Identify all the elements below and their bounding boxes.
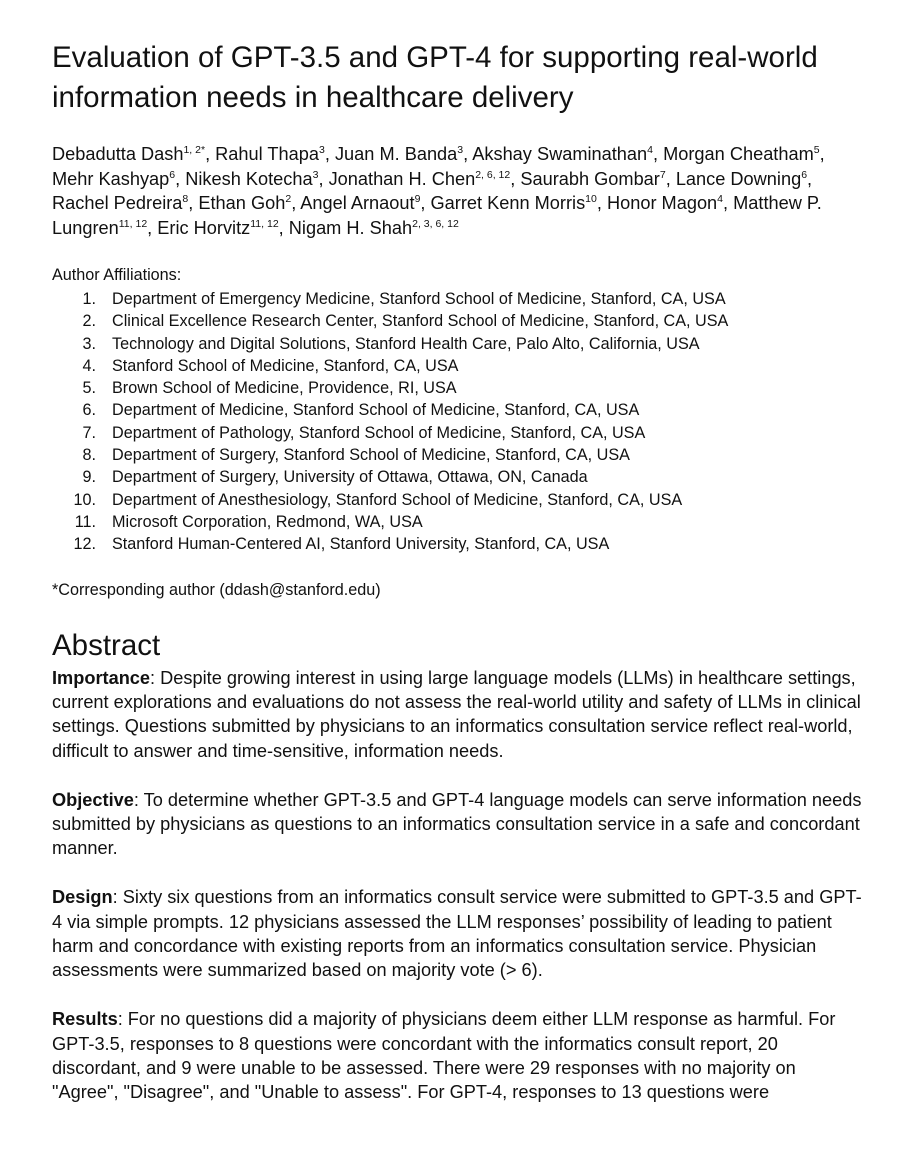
author-affiliation-marker: 4 xyxy=(647,144,653,156)
author-affiliation-marker: 5 xyxy=(813,144,820,156)
affiliation-number: 2. xyxy=(82,312,96,331)
author-entry xyxy=(289,218,459,238)
affiliation-number: 9. xyxy=(82,468,96,487)
affiliation-number: 6. xyxy=(82,401,96,420)
objective-text: : To determine whether GPT-3.5 and GPT-4 language models can serve information needs submitted by physicians as questions to an informatics consultation service in a safe and concordant manner. xyxy=(52,789,862,859)
affiliation-item xyxy=(52,489,862,511)
results-label: Results xyxy=(52,1009,118,1030)
author-entry xyxy=(198,193,291,213)
author-name: Honor Magon xyxy=(606,193,718,213)
affiliations-list xyxy=(52,288,862,556)
author-affiliation-marker: 8 xyxy=(182,193,189,205)
author-entry xyxy=(431,193,597,213)
abstract-importance xyxy=(52,666,862,764)
author-affiliation-marker: 11, 12 xyxy=(118,217,148,230)
abstract-objective xyxy=(52,788,862,861)
author-name: Morgan Cheatham xyxy=(663,144,814,164)
affiliation-item xyxy=(52,288,862,310)
affiliation-text: Department of Pathology, Stanford School of Medicine, Stanford, CA, USA xyxy=(112,423,646,442)
affiliation-number: 4. xyxy=(82,356,96,375)
abstract-design xyxy=(52,885,862,983)
affiliation-text: Department of Surgery, Stanford School of Medicine, Stanford, CA, USA xyxy=(112,446,630,465)
affiliation-number: 12. xyxy=(73,535,96,554)
paper-title xyxy=(52,38,862,118)
author-name: Matthew P. Lungren xyxy=(52,193,822,238)
author-entry xyxy=(300,193,420,213)
affiliation-text: Department of Surgery, University of Ottawa, Ottawa, ON, Canada xyxy=(112,468,588,487)
author-entry xyxy=(52,193,188,213)
author-name: Akshay Swaminathan xyxy=(472,144,648,164)
author-name: Debadutta Dash xyxy=(52,144,184,164)
author-affiliation-marker: 3 xyxy=(319,144,325,156)
author-affiliation-marker: 3 xyxy=(457,144,464,156)
author-affiliation-marker: 9 xyxy=(414,193,421,205)
author-list: Debadutta Dash$^{1, 2*}$, Rahul Thapa$^3$, Juan M. Banda$^3$, Akshay Swaminathan$^4$, Morgan Cheatham$^5$, Mehr Kashyap$^6$, Nikesh Kotecha$^3$, Jonathan H. Chen$^{2, 6, 12}$, Saurabh Gombar$^7$, Lance Downing$^6$, Rachel Pedreira$^8$, Ethan Goh$^2$, Angel Arnaout$^9$, Garret Kenn Morris$^{10}$, Honor Magon$^4$, Matthew P. Lungren$^{11, 12}$, Eric Horvitz$^{11, 12}$, Nigam H. Shah$^{2, 3, 6, 12}$ xyxy=(52,144,825,238)
abstract-heading: Abstract xyxy=(52,628,161,662)
author-name: Jonathan H. Chen xyxy=(328,168,476,189)
importance-label: Importance xyxy=(52,667,151,688)
corresponding-author: *Corresponding author (ddash@stanford.edu) xyxy=(52,580,381,599)
author-entry xyxy=(157,218,278,238)
author-affiliation-marker: 2, 3, 6, 12 xyxy=(412,217,459,230)
affiliation-number: 7. xyxy=(82,423,96,442)
results-text: : For no questions did a majority of physicians deem either LLM response as harmful. For GPT-3.5, responses to 8 questions were concordant with the informatics consult report, 20 discordant, and 9 were unable to be assessed. There were 29 responses with no majority on "Agree", "Disagree", and "Unable to assess". For GPT-4, responses to 13 questions were xyxy=(52,1009,836,1103)
affiliation-text: Stanford Human-Centered AI, Stanford University, Stanford, CA, USA xyxy=(112,535,610,554)
author-entry xyxy=(185,169,318,189)
affiliation-text: Department of Medicine, Stanford School of Medicine, Stanford, CA, USA xyxy=(112,401,640,420)
author-affiliation-marker: 2 xyxy=(285,193,292,205)
author-affiliation-marker: 2, 6, 12 xyxy=(475,168,511,181)
author-entry xyxy=(52,169,175,189)
affiliation-text: Department of Emergency Medicine, Stanford School of Medicine, Stanford, CA, USA xyxy=(112,290,726,308)
affiliation-number: 3. xyxy=(82,334,96,353)
affiliation-item xyxy=(52,422,862,444)
author-entry xyxy=(520,169,665,189)
title-line-1: Evaluation of GPT-3.5 and GPT-4 for supporting real-world xyxy=(52,41,818,74)
author-entry xyxy=(676,169,807,189)
affiliation-item xyxy=(52,377,862,399)
affiliations-heading: Author Affiliations: xyxy=(52,266,182,284)
affiliation-item xyxy=(52,444,862,466)
author-affiliation-marker: 10 xyxy=(585,193,597,205)
affiliation-text: Brown School of Medicine, Providence, RI, USA xyxy=(112,379,457,398)
abstract-results xyxy=(52,1007,862,1105)
author-affiliation-marker: 11, 12 xyxy=(250,217,279,230)
author-affiliation-marker: 4 xyxy=(717,193,724,205)
affiliation-number: 11. xyxy=(74,512,96,531)
author-name: Eric Horvitz xyxy=(157,217,251,238)
affiliation-item xyxy=(52,466,862,488)
author-name: Nigam H. Shah xyxy=(288,217,413,238)
affiliation-number: 10. xyxy=(73,490,96,509)
author-name: Mehr Kashyap xyxy=(52,168,170,189)
author-affiliation-marker: 7 xyxy=(659,168,666,181)
affiliation-number: 8. xyxy=(82,446,96,465)
affiliation-text: Clinical Excellence Research Center, Stanford School of Medicine, Stanford, CA, USA xyxy=(112,312,729,331)
abstract-body xyxy=(52,666,862,1105)
affiliation-text: Stanford School of Medicine, Stanford, CA, USA xyxy=(112,356,459,375)
author-entry xyxy=(215,144,325,164)
affiliation-item xyxy=(52,533,862,555)
affiliation-item xyxy=(52,511,862,533)
author-name: Nikesh Kotecha xyxy=(185,168,313,189)
affiliation-text: Department of Anesthesiology, Stanford School of Medicine, Stanford, CA, USA xyxy=(112,490,683,509)
author-entry xyxy=(472,144,653,164)
objective-label: Objective xyxy=(52,789,134,810)
title-line-2: information needs in healthcare delivery xyxy=(52,81,574,114)
paper-page xyxy=(52,38,862,1129)
author-name: Rachel Pedreira xyxy=(52,193,183,213)
affiliation-text: Microsoft Corporation, Redmond, WA, USA xyxy=(112,512,423,531)
design-text: : Sixty six questions from an informatics consult service were submitted to GPT-3.5 and GPT-4 via simple prompts. 12 physicians assessed the LLM responses’ possibility of leading to patient harm and concordance with existing reports from an informatics consultation service. Physician assessments were summarized based on majority vote (> 6). xyxy=(52,887,862,981)
author-name: Juan M. Banda xyxy=(334,144,458,164)
affiliation-text: Technology and Digital Solutions, Stanford Health Care, Palo Alto, California, USA xyxy=(112,334,700,353)
author-entry xyxy=(663,144,819,164)
author-entry xyxy=(335,144,463,164)
author-name: Lance Downing xyxy=(675,168,802,189)
author-name: Garret Kenn Morris xyxy=(430,193,586,213)
author-name: Ethan Goh xyxy=(198,193,286,213)
affiliation-number: 5. xyxy=(82,379,96,398)
author-entry xyxy=(329,169,511,189)
author-name: Angel Arnaout xyxy=(300,193,415,213)
design-label: Design xyxy=(52,887,113,908)
affiliation-item xyxy=(52,333,862,355)
affiliation-item xyxy=(52,310,862,332)
importance-text: : Despite growing interest in using large language models (LLMs) in healthcare settings, current explorations and evaluations do not assess the real-world utility and safety of LLMs in clinical settings. Questions submitted by physicians to an informatics consultation service reflect real-world, difficult to answer and time-sensitive, information needs. xyxy=(52,667,861,761)
affiliation-number: 1. xyxy=(82,290,96,308)
author-affiliation-marker: 3 xyxy=(312,168,319,181)
author-entry xyxy=(607,193,723,213)
author-affiliation-marker: 1, 2* xyxy=(183,144,206,156)
affiliation-item xyxy=(52,399,862,421)
author-affiliation-marker: 6 xyxy=(801,168,808,181)
affiliation-item xyxy=(52,355,862,377)
author-name: Rahul Thapa xyxy=(215,144,319,164)
author-entry xyxy=(52,144,205,164)
author-affiliation-marker: 6 xyxy=(169,168,176,181)
author-name: Saurabh Gombar xyxy=(520,168,660,189)
